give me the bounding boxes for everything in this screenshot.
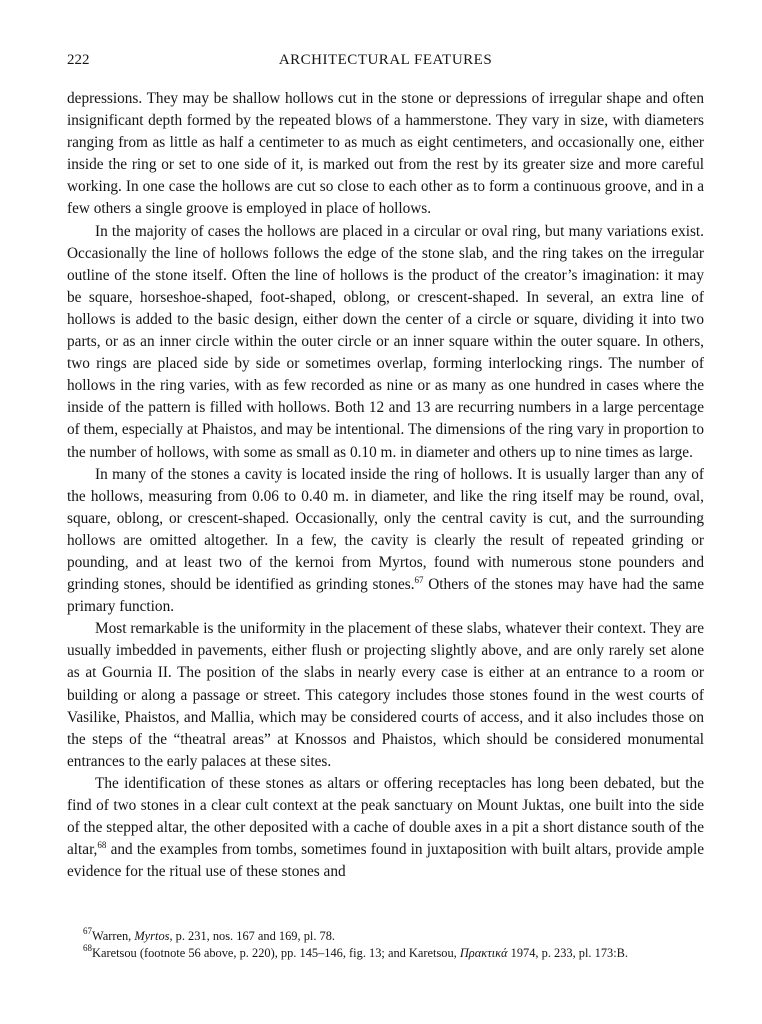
paragraph-text: and the examples from tombs, sometimes found in juxtaposition with built altars, provide ample evidence for the ritual use of these stones and	[67, 841, 704, 881]
paragraph-cavity	[67, 464, 704, 619]
paragraph-text: Others of the stones may have had the same primary function.	[67, 576, 704, 616]
paragraph-text: depressions. They may be shallow hollows cut in the stone or depressions of irregular shape and often insignificant depth formed by the repeated blows of a hammerstone. They vary in size, with diameters ranging from as little as half a centimeter to as much as eight centimeters, and occasionally one, either inside the ring or set to one side of it, is marked out from the rest by its greater size and more careful working. In one case the hollows are cut so close to each other as to form a continuous groove, and in a few others a single groove is employed in place of hollows.	[67, 90, 704, 218]
page-number: 222	[67, 52, 90, 68]
paragraph-text: Most remarkable is the uniformity in the placement of these slabs, whatever their context. They are usually imbedded in pavements, either flush or projecting slightly above, and are only rarely set alone as at Gournia II. The position of the slabs in nearly every case is either at an entrance to a room or building or along a passage or street. This category includes those stones found in the west courts of Vasilike, Phaistos, and Mallia, which may be considered courts of access, and it also includes those on the steps of the “theatral areas” at Knossos and Phaistos, which should be considered monumental entrances to the early palaces at these sites.	[67, 620, 704, 770]
paragraph-text: In many of the stones a cavity is located inside the ring of hollows. It is usually larger than any of the hollows, measuring from 0.06 to 0.40 m. in diameter, and like the ring itself may be round, oval, square, oblong, or crescent-shaped. Occasionally, only the central cavity is cut, and the surrounding hollows are omitted altogether. In a few, the cavity is clearly the result of repeated grinding or pounding, and at least two of the kernoi from Myrtos, found with numerous stone pounders and grinding stones, should be identified as grinding stones.	[67, 465, 704, 594]
footnote-text: , p. 231, nos. 167 and 169, pl. 78.	[169, 929, 336, 943]
footnote-text: Warren,	[92, 929, 135, 943]
footnote-text: 1974, p. 233, pl. 173:B.	[507, 945, 629, 960]
footnote-ref-67[interactable]: 67	[414, 575, 424, 586]
footnote-ref-68[interactable]: 68	[97, 840, 107, 851]
footnote-68	[67, 942, 704, 962]
paragraph-continuation	[67, 88, 704, 221]
footnote-title: Πρακτικά	[459, 945, 508, 960]
footnotes	[67, 928, 704, 962]
paragraph-text: In the majority of cases the hollows are placed in a circular or oval ring, but many variations exist. Occasionally the line of hollows follows the edge of the stone slab, and the ring takes on the irregular outline of the stone itself. Often the line of hollows is the product of the creator’s imagination: it may be square, horseshoe-shaped, foot-shaped, oblong, or crescent-shaped. In several, an extra line of hollows is added to the basic design, either down the center of a circle or square, dividing it into two parts, or as an inner circle within the outer circle or an inner square within the outer square. In others, two rings are placed side by side or sometimes overlap, forming interlocking rings. The number of hollows in the ring varies, with as few recorded as nine or as many as one hundred in cases where the inside of the pattern is filled with hollows. Both 12 and 13 are recurring numbers in a large percentage of them, especially at Phaistos, and may be intentional. The dimensions of the ring vary in proportion to the number of hollows, with some as small as 0.10 m. in diameter and others up to nine times as large.	[67, 222, 704, 461]
paragraph-text: The identification of these stones as altars or offering receptacles has long been debated, but the find of two stones in a clear cult context at the peak sanctuary on Mount Juktas, one built into the side of the stepped altar, the other deposited with a cache of double axes in a pit a short distance south of the altar,	[67, 774, 704, 859]
paragraph-ring-shapes	[67, 221, 704, 464]
footnote-number: 67	[83, 926, 92, 936]
footnote-text: Karetsou (footnote 56 above, p. 220), pp. 145–146, fig. 13; and Karetsou,	[92, 945, 460, 960]
footnote-number: 68	[83, 942, 92, 953]
footnote-67	[67, 928, 704, 945]
footnote-title: Myrtos	[134, 929, 170, 943]
running-head: ARCHITECTURAL FEATURES	[278, 52, 493, 68]
body-text	[67, 88, 704, 883]
paragraph-placement	[67, 618, 704, 773]
paragraph-identification	[67, 773, 704, 883]
